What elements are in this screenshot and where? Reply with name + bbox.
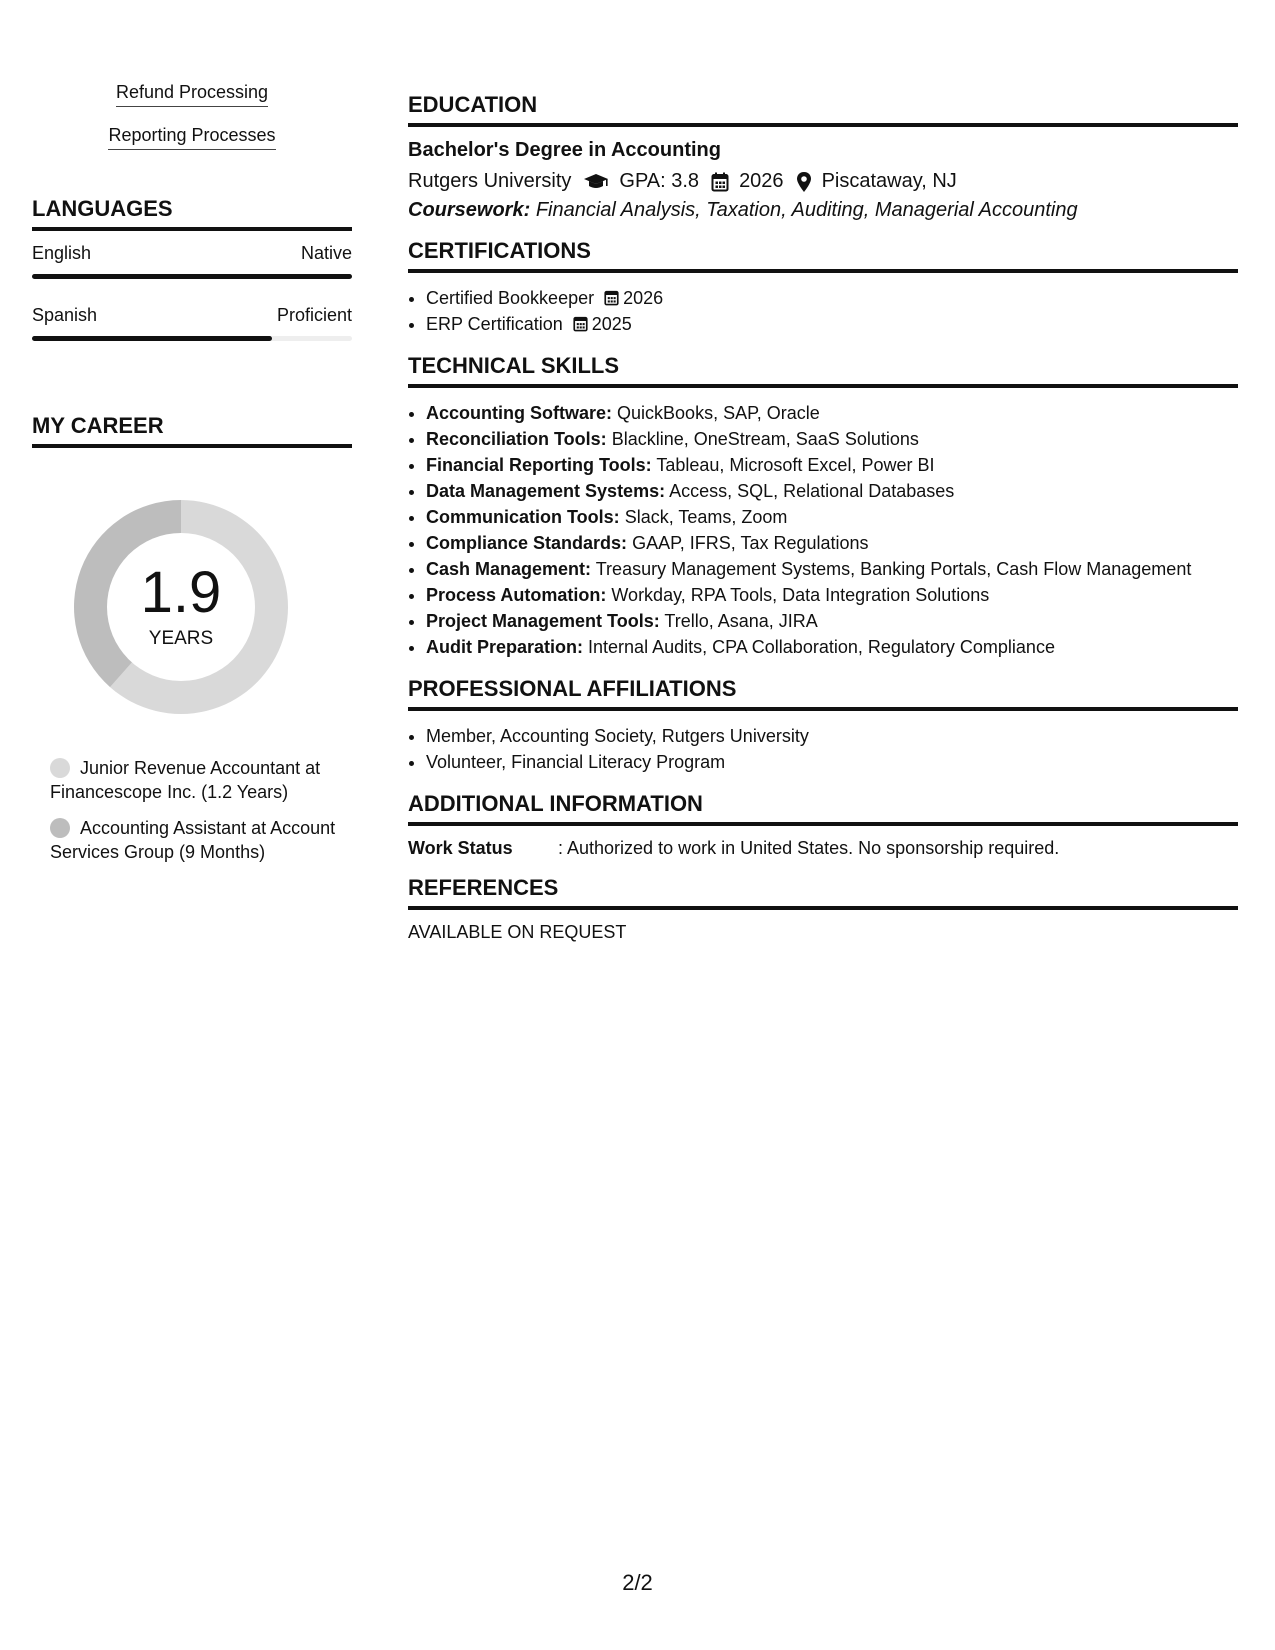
language-bar — [32, 274, 352, 279]
skills-tail — [32, 82, 352, 168]
education-location: Piscataway, NJ — [821, 170, 957, 192]
career-center — [66, 492, 296, 722]
education-coursework — [408, 199, 1238, 222]
career-heading: MY CAREER — [32, 413, 352, 448]
list-item — [426, 530, 1238, 556]
skill-value: Treasury Management Systems, Banking Portals, Cash Flow Management — [595, 559, 1192, 579]
certification-name: Certified Bookkeeper — [426, 288, 595, 308]
skill-value: QuickBooks, SAP, Oracle — [617, 403, 820, 423]
skill-value: Tableau, Microsoft Excel, Power BI — [656, 455, 935, 475]
affiliations-section — [408, 676, 1238, 775]
references-section — [408, 875, 1238, 943]
right-column — [408, 92, 1238, 959]
career-donut — [66, 492, 296, 722]
skill-label: Accounting Software: — [426, 403, 613, 423]
skill-value: GAAP, IFRS, Tax Regulations — [632, 533, 869, 553]
career-item-text: Junior Revenue Accountant at Financescope Inc. (1.2 Years) — [50, 758, 321, 802]
list-item — [426, 311, 1238, 337]
skill-label: Process Automation: — [426, 585, 607, 605]
coursework-label: Coursework: — [408, 199, 531, 221]
work-status-label: Work Status — [408, 838, 513, 858]
language-level: Proficient — [276, 305, 352, 325]
skill-label: Data Management Systems: — [426, 481, 666, 501]
language-bar-fill — [32, 274, 352, 279]
education-school: Rutgers University — [408, 170, 572, 192]
language-bar-fill — [32, 336, 272, 341]
languages-section — [32, 196, 352, 341]
work-status-value: : Authorized to work in United States. No sponsorship required. — [558, 838, 1060, 858]
affiliations-list — [408, 723, 1238, 775]
skill-value: Workday, RPA Tools, Data Integration Solutions — [611, 585, 990, 605]
languages-heading: LANGUAGES — [32, 196, 352, 231]
career-item — [50, 756, 352, 804]
calendar-icon — [604, 289, 619, 306]
skill-refund-processing: Refund Processing — [116, 82, 268, 107]
skill-label: Project Management Tools: — [426, 611, 660, 631]
list-item — [426, 582, 1238, 608]
skill-value: Internal Audits, CPA Collaboration, Regulatory Compliance — [588, 637, 1055, 657]
list-item — [426, 452, 1238, 478]
list-item — [426, 285, 1238, 311]
technical-skills-heading: TECHNICAL SKILLS — [408, 353, 1238, 388]
career-total: 1.9 — [140, 560, 222, 625]
list-item — [426, 426, 1238, 452]
career-unit: YEARS — [148, 628, 214, 649]
certification-year: 2026 — [623, 288, 664, 308]
skill-label: Communication Tools: — [426, 507, 620, 527]
certification-year: 2025 — [591, 314, 632, 334]
education-details — [408, 170, 1238, 193]
career-dot-icon — [50, 818, 70, 838]
affiliations-heading: PROFESSIONAL AFFILIATIONS — [408, 676, 1238, 711]
list-item — [426, 478, 1238, 504]
list-item: • Member, Accounting Society, Rutgers University — [426, 723, 1238, 749]
skill-value: Access, SQL, Relational Databases — [669, 481, 955, 501]
calendar-icon — [711, 172, 729, 192]
language-item-spanish — [32, 305, 352, 341]
education-gpa: GPA: 3.8 — [619, 170, 700, 192]
technical-skills-section — [408, 353, 1238, 660]
list-item — [426, 634, 1238, 660]
certifications-section — [408, 238, 1238, 337]
location-pin-icon — [796, 171, 812, 193]
list-item — [426, 400, 1238, 426]
list-item: • Volunteer, Financial Literacy Program — [426, 749, 1238, 775]
language-level: Native — [300, 243, 352, 263]
skill-label: Audit Preparation: — [426, 637, 584, 657]
language-name: Spanish — [32, 305, 98, 325]
career-dot-icon — [50, 758, 70, 778]
education-heading: EDUCATION — [408, 92, 1238, 127]
education-year: 2026 — [739, 170, 784, 192]
references-heading: REFERENCES — [408, 875, 1238, 910]
skill-label: Reconciliation Tools: — [426, 429, 607, 449]
career-item — [50, 816, 352, 864]
certification-name: ERP Certification — [426, 314, 563, 334]
technical-skills-list — [408, 400, 1238, 660]
education-section — [408, 92, 1238, 222]
language-bar — [32, 336, 352, 341]
skill-value: Slack, Teams, Zoom — [624, 507, 788, 527]
graduation-cap-icon — [583, 172, 609, 192]
list-item — [426, 504, 1238, 530]
skill-label: Compliance Standards: — [426, 533, 628, 553]
additional-info-heading: ADDITIONAL INFORMATION — [408, 791, 1238, 826]
education-degree: Bachelor's Degree in Accounting — [408, 139, 721, 161]
list-item — [426, 556, 1238, 582]
certifications-heading: CERTIFICATIONS — [408, 238, 1238, 273]
calendar-icon — [573, 315, 588, 332]
skill-label: Cash Management: — [426, 559, 592, 579]
left-column — [32, 82, 352, 876]
skill-label: Financial Reporting Tools: — [426, 455, 652, 475]
additional-info-section — [408, 791, 1238, 859]
work-status-row — [408, 838, 1238, 859]
references-text: AVAILABLE ON REQUEST — [408, 922, 627, 942]
career-item-text: Accounting Assistant at Account Services Group (9 Months) — [50, 818, 336, 862]
language-item-english — [32, 243, 352, 279]
list-item — [426, 608, 1238, 634]
skill-value: Blackline, OneStream, SaaS Solutions — [611, 429, 919, 449]
skill-reporting-processes: Reporting Processes — [108, 125, 275, 150]
career-list — [32, 756, 352, 864]
career-section — [32, 413, 352, 864]
language-name: English — [32, 243, 92, 263]
page-number: 2/2 — [622, 1570, 653, 1595]
coursework-text: Financial Analysis, Taxation, Auditing, Managerial Accounting — [535, 199, 1078, 221]
certifications-list — [408, 285, 1238, 337]
skill-value: Trello, Asana, JIRA — [664, 611, 818, 631]
